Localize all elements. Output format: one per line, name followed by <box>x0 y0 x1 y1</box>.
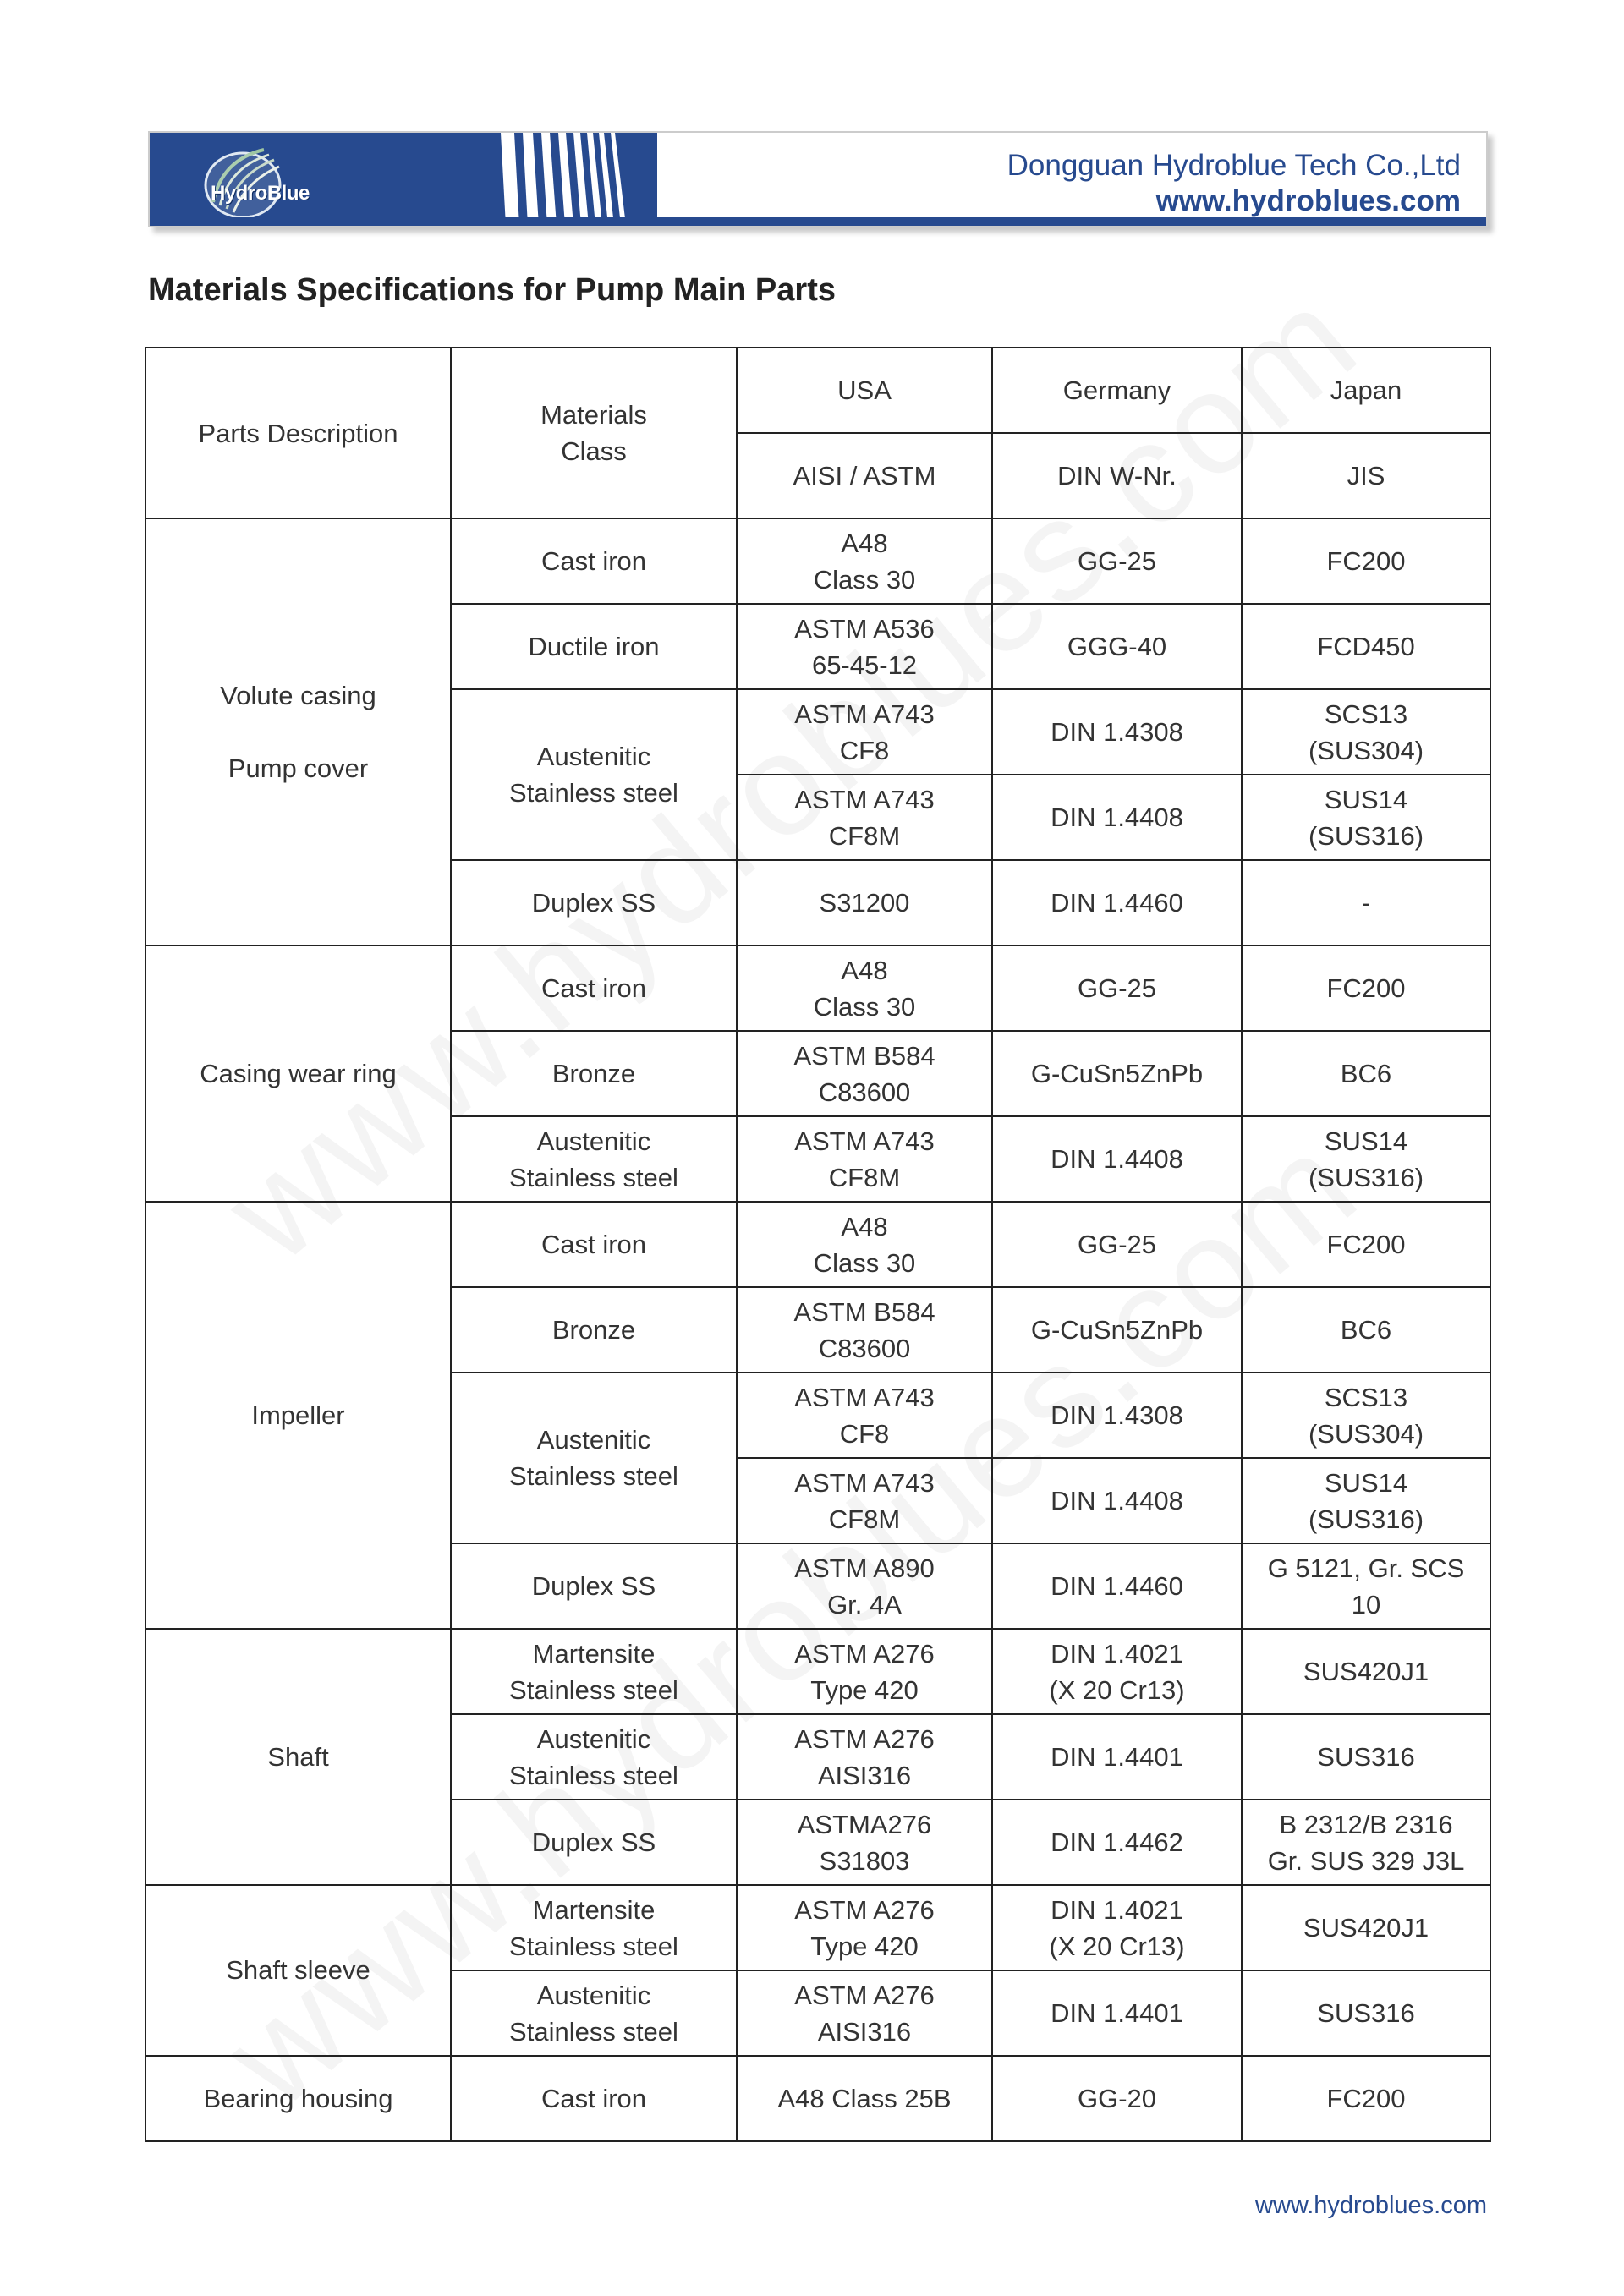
usa-cell: ASTM A536 65-45-12 <box>737 604 992 689</box>
japan-cell: SCS13 (SUS304) <box>1242 689 1490 775</box>
material-cell: Ductile iron <box>451 604 737 689</box>
material-cell: Duplex SS <box>451 1800 737 1885</box>
usa-cell: ASTM A743 CF8 <box>737 689 992 775</box>
japan-cell: SUS420J1 <box>1242 1629 1490 1714</box>
part-description-cell: Impeller <box>145 1202 451 1629</box>
usa-cell: ASTMA276 S31803 <box>737 1800 992 1885</box>
material-cell: Duplex SS <box>451 860 737 945</box>
usa-cell: ASTM A890 Gr. 4A <box>737 1543 992 1629</box>
header-materials-class: Materials Class <box>451 348 737 518</box>
usa-cell: A48 Class 25B <box>737 2056 992 2141</box>
materials-spec-table <box>145 347 1491 2142</box>
germany-cell: DIN 1.4401 <box>992 1714 1242 1800</box>
part-description-cell: Bearing housing <box>145 2056 451 2141</box>
material-cell: Austenitic Stainless steel <box>451 689 737 860</box>
part-description-cell: Volute casing Pump cover <box>145 518 451 945</box>
usa-cell: ASTM A276 Type 420 <box>737 1629 992 1714</box>
table-row <box>145 2056 1490 2141</box>
header-germany-standard: DIN W-Nr. <box>992 433 1242 518</box>
usa-cell: ASTM B584 C83600 <box>737 1287 992 1373</box>
germany-cell: GG-20 <box>992 2056 1242 2141</box>
japan-cell: FC200 <box>1242 945 1490 1031</box>
header-underline <box>150 217 1486 226</box>
germany-cell: G-CuSn5ZnPb <box>992 1287 1242 1373</box>
table-row <box>145 1629 1490 1714</box>
part-description-cell: Shaft sleeve <box>145 1885 451 2056</box>
japan-cell: B 2312/B 2316 Gr. SUS 329 J3L <box>1242 1800 1490 1885</box>
usa-cell: ASTM A743 CF8M <box>737 775 992 860</box>
germany-cell: DIN 1.4460 <box>992 1543 1242 1629</box>
japan-cell: FC200 <box>1242 518 1490 604</box>
table-row <box>145 1202 1490 1287</box>
usa-cell: ASTM A743 CF8M <box>737 1458 992 1543</box>
germany-cell: DIN 1.4401 <box>992 1970 1242 2056</box>
material-cell: Cast iron <box>451 2056 737 2141</box>
germany-cell: DIN 1.4308 <box>992 689 1242 775</box>
material-cell: Austenitic Stainless steel <box>451 1373 737 1543</box>
header-usa: USA <box>737 348 992 433</box>
japan-cell: SUS316 <box>1242 1970 1490 2056</box>
japan-cell: SCS13 (SUS304) <box>1242 1373 1490 1458</box>
header-website-link[interactable]: www.hydroblues.com <box>1155 184 1461 217</box>
usa-cell: ASTM A276 Type 420 <box>737 1885 992 1970</box>
header-germany: Germany <box>992 348 1242 433</box>
header-stripes <box>501 133 670 226</box>
material-cell: Austenitic Stainless steel <box>451 1970 737 2056</box>
header-japan: Japan <box>1242 348 1490 433</box>
table-row <box>145 1885 1490 1970</box>
japan-cell: FCD450 <box>1242 604 1490 689</box>
germany-cell: GG-25 <box>992 945 1242 1031</box>
usa-cell: ASTM B584 C83600 <box>737 1031 992 1116</box>
japan-cell: BC6 <box>1242 1031 1490 1116</box>
germany-cell: GG-25 <box>992 518 1242 604</box>
japan-cell: SUS420J1 <box>1242 1885 1490 1970</box>
usa-cell: ASTM A276 AISI316 <box>737 1970 992 2056</box>
usa-cell: ASTM A743 CF8 <box>737 1373 992 1458</box>
japan-cell: SUS14 (SUS316) <box>1242 1458 1490 1543</box>
table-row <box>145 518 1490 604</box>
material-cell: Austenitic Stainless steel <box>451 1116 737 1202</box>
material-cell: Cast iron <box>451 945 737 1031</box>
germany-cell: DIN 1.4408 <box>992 775 1242 860</box>
material-cell: Martensite Stainless steel <box>451 1885 737 1970</box>
material-cell: Duplex SS <box>451 1543 737 1629</box>
material-cell: Bronze <box>451 1287 737 1373</box>
usa-cell: A48 Class 30 <box>737 945 992 1031</box>
germany-cell: DIN 1.4462 <box>992 1800 1242 1885</box>
germany-cell: DIN 1.4308 <box>992 1373 1242 1458</box>
japan-cell: FC200 <box>1242 2056 1490 2141</box>
header-usa-standard: AISI / ASTM <box>737 433 992 518</box>
japan-cell: - <box>1242 860 1490 945</box>
japan-cell: FC200 <box>1242 1202 1490 1287</box>
company-name: Dongguan Hydroblue Tech Co.,Ltd <box>1007 149 1461 182</box>
material-cell: Cast iron <box>451 518 737 604</box>
material-cell: Austenitic Stainless steel <box>451 1714 737 1800</box>
japan-cell: SUS316 <box>1242 1714 1490 1800</box>
germany-cell: GG-25 <box>992 1202 1242 1287</box>
header-parts-description: Parts Description <box>145 348 451 518</box>
germany-cell: DIN 1.4021 (X 20 Cr13) <box>992 1885 1242 1970</box>
table-row <box>145 945 1490 1031</box>
company-block <box>1007 148 1461 219</box>
germany-cell: DIN 1.4408 <box>992 1116 1242 1202</box>
part-description-cell: Shaft <box>145 1629 451 1885</box>
japan-cell: SUS14 (SUS316) <box>1242 1116 1490 1202</box>
part-description-cell: Casing wear ring <box>145 945 451 1202</box>
header-banner <box>148 131 1488 227</box>
material-cell: Martensite Stainless steel <box>451 1629 737 1714</box>
hydroblue-logo-icon <box>196 143 323 219</box>
germany-cell: DIN 1.4408 <box>992 1458 1242 1543</box>
japan-cell: BC6 <box>1242 1287 1490 1373</box>
logo-text: HydroBlue <box>211 182 310 205</box>
usa-cell: ASTM A743 CF8M <box>737 1116 992 1202</box>
usa-cell: ASTM A276 AISI316 <box>737 1714 992 1800</box>
table-header-row <box>145 348 1490 433</box>
japan-cell: G 5121, Gr. SCS 10 <box>1242 1543 1490 1629</box>
material-cell: Cast iron <box>451 1202 737 1287</box>
germany-cell: G-CuSn5ZnPb <box>992 1031 1242 1116</box>
usa-cell: A48 Class 30 <box>737 1202 992 1287</box>
usa-cell: S31200 <box>737 860 992 945</box>
page-title: Materials Specifications for Pump Main Parts <box>148 272 836 308</box>
usa-cell: A48 Class 30 <box>737 518 992 604</box>
header-japan-standard: JIS <box>1242 433 1490 518</box>
germany-cell: DIN 1.4021 (X 20 Cr13) <box>992 1629 1242 1714</box>
japan-cell: SUS14 (SUS316) <box>1242 775 1490 860</box>
germany-cell: GGG-40 <box>992 604 1242 689</box>
germany-cell: DIN 1.4460 <box>992 860 1242 945</box>
material-cell: Bronze <box>451 1031 737 1116</box>
footer-website-link[interactable]: www.hydroblues.com <box>1255 2192 1487 2219</box>
